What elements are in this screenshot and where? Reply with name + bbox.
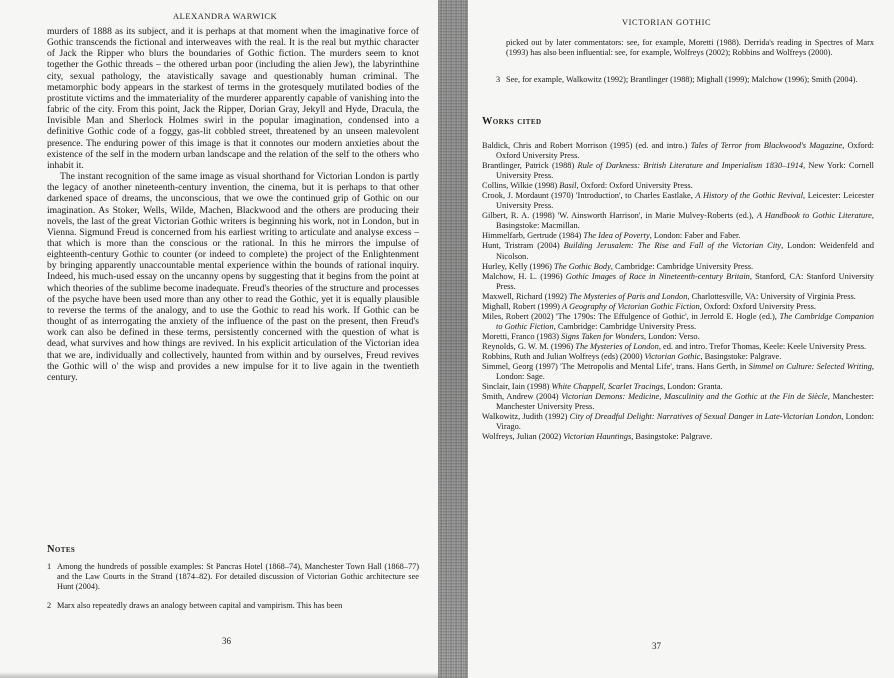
reference-entry — [482, 362, 874, 382]
reference-entry — [482, 161, 874, 181]
note-text: Marx also repeatedly draws an analogy between capital and vampirism. This has been — [57, 601, 343, 610]
reference-title: Basil — [559, 181, 577, 191]
reference-author-year: Malchow, H. L. (1996) — [482, 271, 566, 281]
reference-author-year: Miles, Robert (2002) 'The 1790s: The Effulgence of Gothic', in Jerrold E. Hogle (ed.), — [482, 311, 780, 321]
note-2-continuation: picked out by later commentators: see, for example, Moretti (1988). Derrida's reading in Spectres of Marx (1993) has also been influential: see, for example, Wolfreys (2002); Robbins and Wolfreys (2000). — [506, 38, 874, 58]
reference-entry — [482, 382, 874, 392]
reference-title: The Mysteries of London — [575, 341, 659, 351]
reference-author-year: Gilbert, R. A. (1998) 'W. Ainsworth Harrison', in Marie Mulvey-Roberts (ed.), — [482, 211, 757, 221]
reference-publisher: , London: Virago. — [496, 412, 874, 432]
works-cited-heading: Works cited — [482, 116, 542, 127]
reference-title: Tales of Terror from Blackwood's Magazine — [690, 141, 843, 150]
paragraph-2: The instant recognition of the same image as visual shorthand for Victorian London is partly the legacy of another nineteenth-century invention, the cinema, but it is perhaps to that other darkened space of dreams, the unconscious, that we owe the continued grip of Gothic on our imagination. As Stoker, Wells, Wilde, Machen, Blackwood and the others are producing their novels, the last of the great Victorian Gothic writers is beginning his work, not in London, but in Vienna. Sigmund Freud is concerned from his earliest writing to articulate and analyse excess – that which is more than the conscious or the rational. In this he mirrors the impulse of eighteenth-century Gothic to counter (or indeed to complete) the project of the Enlightenment by bringing apparently unaccountable mental experience within the bounds of rational inquiry. Indeed, his much-used essay on the uncanny opens by suggesting that it begins from the point at which theories of the sublime become inadequate. Freud's theories of the structure and processes of the psyche have been used more than any other to read the Gothic, yet it is equally plausible to reverse the terms of the analogy, and to use the Gothic to read his work. If Gothic can be thought of as interrogating the anxiety of the influence of the past on the present, then Freud's work can also be defined in these terms, persistently concerned with the question of what is dead, what survives and how things are revived. In his explicit articulation of the Victorian idea that we are, individually and collectively, haunted from within and by ourselves, Freud revives the Gothic will o' the wisp and provides a new impulse for it to live again in the twentieth century. — [47, 171, 419, 383]
reference-title: The Cambridge Companion to Gothic Fiction — [496, 311, 874, 331]
reference-entry — [482, 302, 874, 312]
reference-author-year: Baldick, Chris and Robert Morrison (1995) (ed. and intro.) — [482, 141, 691, 150]
reference-publisher: , Basingstoke: Palgrave. — [631, 432, 713, 442]
reference-entry — [482, 352, 874, 362]
left-page — [0, 0, 440, 678]
note-number: 2 — [47, 601, 52, 610]
reference-entry — [482, 181, 874, 191]
reference-entry — [482, 332, 874, 342]
reference-publisher: , London: Sage. — [496, 362, 875, 382]
reference-entry — [482, 211, 874, 231]
reference-title: Building Jerusalem: The Rise and Fall of the Victorian City — [563, 241, 782, 251]
reference-title: Simmel on Culture: Selected Writing — [748, 362, 872, 372]
reference-publisher: , Oxford: Oxford University Press. — [699, 301, 816, 311]
reference-author-year: Hurley, Kelly (1996) — [482, 261, 555, 271]
reference-entry — [482, 342, 874, 352]
reference-publisher: , Oxford: Oxford University Press. — [496, 141, 875, 161]
reference-title: White Chappell, Scarlet Tracings — [551, 382, 664, 392]
reference-entry — [482, 241, 874, 261]
reference-entry — [482, 191, 874, 211]
reference-title: Rule of Darkness: British Literature and Imperialism 1830–1914 — [577, 161, 804, 171]
paragraph-1: murders of 1888 as its subject, and it is perhaps at that moment when the imaginative force of Gothic transcends the fictional and interweaves with the real. It is the real but mythic character of Jack the Ripper who blurs the boundaries of Gothic fiction. The murders seem to knot together the Gothic threads – the othered urban poor (including the alien Jew), the labyrinthine city, sexual pathology, the atavistically savage and questionably human criminal. The metamorphic body appears in the starkest of terms in the grotesquely mutilated bodies of the prostitute victims and the immateriality of the murderer apparently capable of vanishing into the fabric of the city. From this point, Jack the Ripper, Dorian Gray, Jekyll and Hyde, Dracula, the Invisible Man and Sherlock Holmes swirl in the popular imagination, condensed into a definitive Gothic code of a foggy, gas-lit cobbled street, threatened by an unseen malevolent presence. The enduring power of this image is that it connotes our modern anxieties about the existence of the self in the modern urban landscape and the relation of the self to the others who inhabit it. — [47, 26, 419, 171]
reference-author-year: Hunt, Tristram (2004) — [482, 241, 564, 251]
right-page — [462, 0, 894, 678]
page-edge-shadow — [0, 672, 440, 678]
reference-title: The Idea of Poverty — [583, 231, 650, 241]
reference-author-year: Mighall, Robert (1999) — [482, 301, 563, 311]
reference-publisher: , Manchester: Manchester University Press. — [496, 392, 874, 412]
right-page-number: 37 — [652, 641, 661, 651]
reference-entry — [482, 231, 874, 241]
reference-publisher: , Basingstoke: Macmillan. — [496, 211, 874, 231]
reference-author-year: Smith, Andrew (2004) — [482, 392, 562, 402]
reference-title: The Mysteries of Paris and London — [569, 291, 688, 301]
note-number: 3 — [496, 75, 501, 84]
reference-title: Victorian Hauntings — [563, 432, 632, 442]
right-running-head: VICTORIAN GOTHIC — [622, 18, 712, 27]
note-text: Among the hundreds of possible examples: St Pancras Hotel (1868–74), Manchester Town Hall (1868–77) and the Law Courts in the Strand (1874–82). For detailed discussion of Victorian Gothic architecture see Hunt (2004). — [57, 562, 419, 592]
reference-entry — [482, 262, 874, 272]
note-1 — [47, 562, 419, 593]
reference-entry — [482, 292, 874, 302]
left-body-text — [47, 26, 419, 383]
reference-author-year: Collins, Wilkie (1998) — [482, 181, 560, 191]
reference-publisher: , ed. and intro. Trefor Thomas, Keele: Keele University Press. — [658, 341, 867, 351]
reference-publisher: , London: Faber and Faber. — [649, 231, 741, 241]
reference-author-year: Sinclair, Iain (1998) — [482, 382, 552, 392]
reference-publisher: , Cambridge: Cambridge University Press. — [553, 321, 697, 331]
reference-publisher: , New York: Cornell University Press. — [496, 161, 874, 181]
left-page-number: 36 — [222, 636, 231, 646]
reference-title: City of Dreadful Delight: Narratives of Sexual Danger in Late-Victorian London — [569, 412, 842, 422]
reference-title: A Geography of Victorian Gothic Fiction — [562, 301, 700, 311]
reference-author-year: Wolfreys, Julian (2002) — [482, 432, 564, 442]
reference-author-year: Moretti, Franco (1983) — [482, 331, 562, 341]
reference-title: Signs Taken for Wonders — [561, 331, 644, 341]
reference-publisher: , London: Granta. — [663, 382, 723, 392]
reference-entry — [482, 272, 874, 292]
reference-entry — [482, 412, 874, 432]
notes-heading: Notes — [47, 544, 76, 555]
reference-title: The Gothic Body — [554, 261, 611, 271]
reference-publisher: , Cambridge: Cambridge University Press. — [610, 261, 754, 271]
reference-list — [482, 141, 874, 442]
reference-title: Gothic Images of Race in Nineteenth-century Britain — [565, 271, 750, 281]
note-2 — [47, 601, 419, 611]
reference-publisher: , Oxford: Oxford University Press. — [576, 181, 693, 191]
left-running-head: ALEXANDRA WARWICK — [173, 12, 278, 21]
reference-author-year: Reynolds, G. W. M. (1996) — [482, 341, 576, 351]
reference-title: A History of the Gothic Revival — [695, 191, 804, 201]
reference-author-year: Crook, J. Mordaunt (1970) 'Introduction', to Charles Eastlake, — [482, 191, 696, 201]
reference-entry — [482, 392, 874, 412]
reference-author-year: Brantlinger, Patrick (1988) — [482, 161, 578, 171]
reference-author-year: Himmelfarb, Gertrude (1984) — [482, 231, 584, 241]
reference-publisher: , London: Weidenfeld and Nicolson. — [496, 241, 874, 261]
reference-publisher: , London: Verso. — [644, 331, 700, 341]
reference-title: A Handbook to Gothic Literature — [756, 211, 872, 221]
reference-publisher: , Charlottesville, VA: University of Virginia Press. — [687, 291, 856, 301]
reference-publisher: , Basingstoke: Palgrave. — [700, 351, 782, 361]
note-3 — [482, 75, 874, 85]
reference-author-year: Simmel, Georg (1997) 'The Metropolis and Mental Life', trans. Hans Gerth, in — [482, 362, 749, 372]
reference-title: Victorian Gothic — [644, 351, 701, 361]
reference-entry — [482, 141, 874, 161]
reference-author-year: Robbins, Ruth and Julian Wolfreys (eds) (2000) — [482, 351, 645, 361]
reference-entry — [482, 312, 874, 332]
reference-entry — [482, 432, 874, 442]
reference-author-year: Walkowitz, Judith (1992) — [482, 412, 570, 422]
note-text: See, for example, Walkowitz (1992); Brantlinger (1988); Mighall (1999); Malchow (1996); Smith (2004). — [506, 75, 858, 84]
note-number: 1 — [47, 562, 52, 571]
reference-publisher: , Leicester: Leicester University Press. — [496, 191, 874, 211]
reference-author-year: Maxwell, Richard (1992) — [482, 291, 569, 301]
reference-publisher: , Stanford, CA: Stanford University Press. — [496, 271, 874, 291]
reference-title: Victorian Demons: Medicine, Masculinity and the Gothic at the Fin de Siècle — [561, 392, 828, 402]
